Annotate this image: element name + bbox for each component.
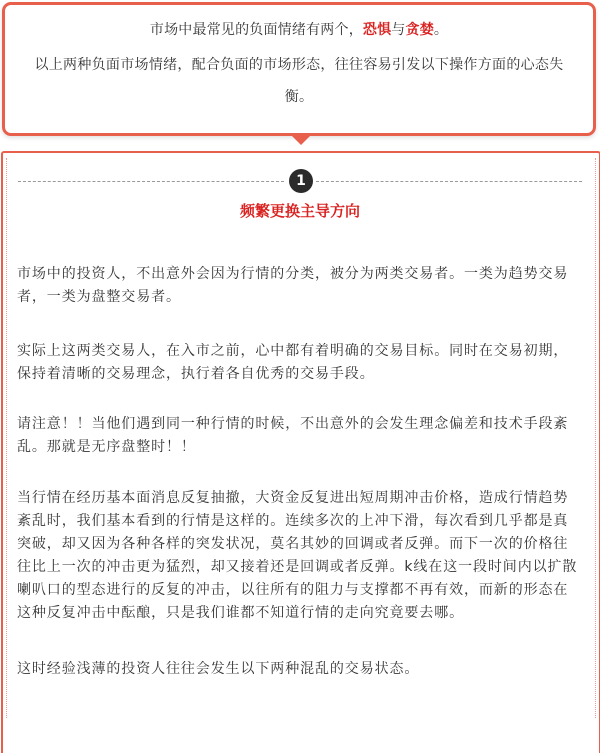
intro-conjunction: 与	[391, 22, 406, 38]
intro-callout-box	[2, 2, 596, 136]
intro-line-1-suffix: 。	[433, 22, 449, 38]
intro-line-1	[5, 19, 593, 41]
section-number-badge: 1	[289, 169, 313, 193]
section-title: 频繁更换主导方向	[239, 202, 360, 220]
divider-right	[316, 181, 582, 182]
paragraph-5: 这时经验浅薄的投资人往往会发生以下两种混乱的交易状态。	[17, 661, 420, 677]
paragraph-4: 当行情在经历基本面消息反复抽撤，大资金反复进出短周期冲击价格，造成行情趋势紊乱时，我们基本看到的行情是这样的。连续多次的上冲下滑，每次看到几乎都是真突破，却又因为各种各样的突发状况，莫名其妙的回调或者反弹。而下一次的价格往往比上一次的冲击更为猛烈，却又接着还是回调或者反弹。k线在这一段时间内以扩散喇叭口的型态进行的反复的冲击，以往所有的阻力与支撑都不再有效，而新的形态在这种反复冲击中酝酿，只是我们谁都不知道行情的走向究竟要去哪。	[17, 490, 578, 621]
callout-pointer-icon	[289, 133, 313, 145]
paragraph-1: 市场中的投资人，不出意外会因为行情的分类，被分为两类交易者。一类为趋势交易者，一类为盘整交易者。	[17, 266, 569, 305]
fear-keyword: 恐惧	[362, 22, 392, 38]
paragraph-2: 实际上这两类交易人，在入市之前，心中都有着明确的交易目标。同时在交易初期，保持着清晰的交易理念，执行着各自优秀的交易手段。	[17, 343, 569, 382]
divider-left	[18, 181, 284, 182]
greed-keyword: 贪婪	[405, 22, 434, 38]
intro-line-1-prefix: 市场中最常见的负面情绪有两个，	[149, 22, 363, 38]
paragraph-3: 请注意！！当他们遇到同一种行情的时候，不出意外的会发生理念偏差和技术手段紊乱。那就是无序盘整时！！	[17, 416, 569, 455]
intro-line-2: 以上两种负面市场情绪，配合负面的市场形态，往往容易引发以下操作方面的心态失衡。	[34, 57, 564, 105]
